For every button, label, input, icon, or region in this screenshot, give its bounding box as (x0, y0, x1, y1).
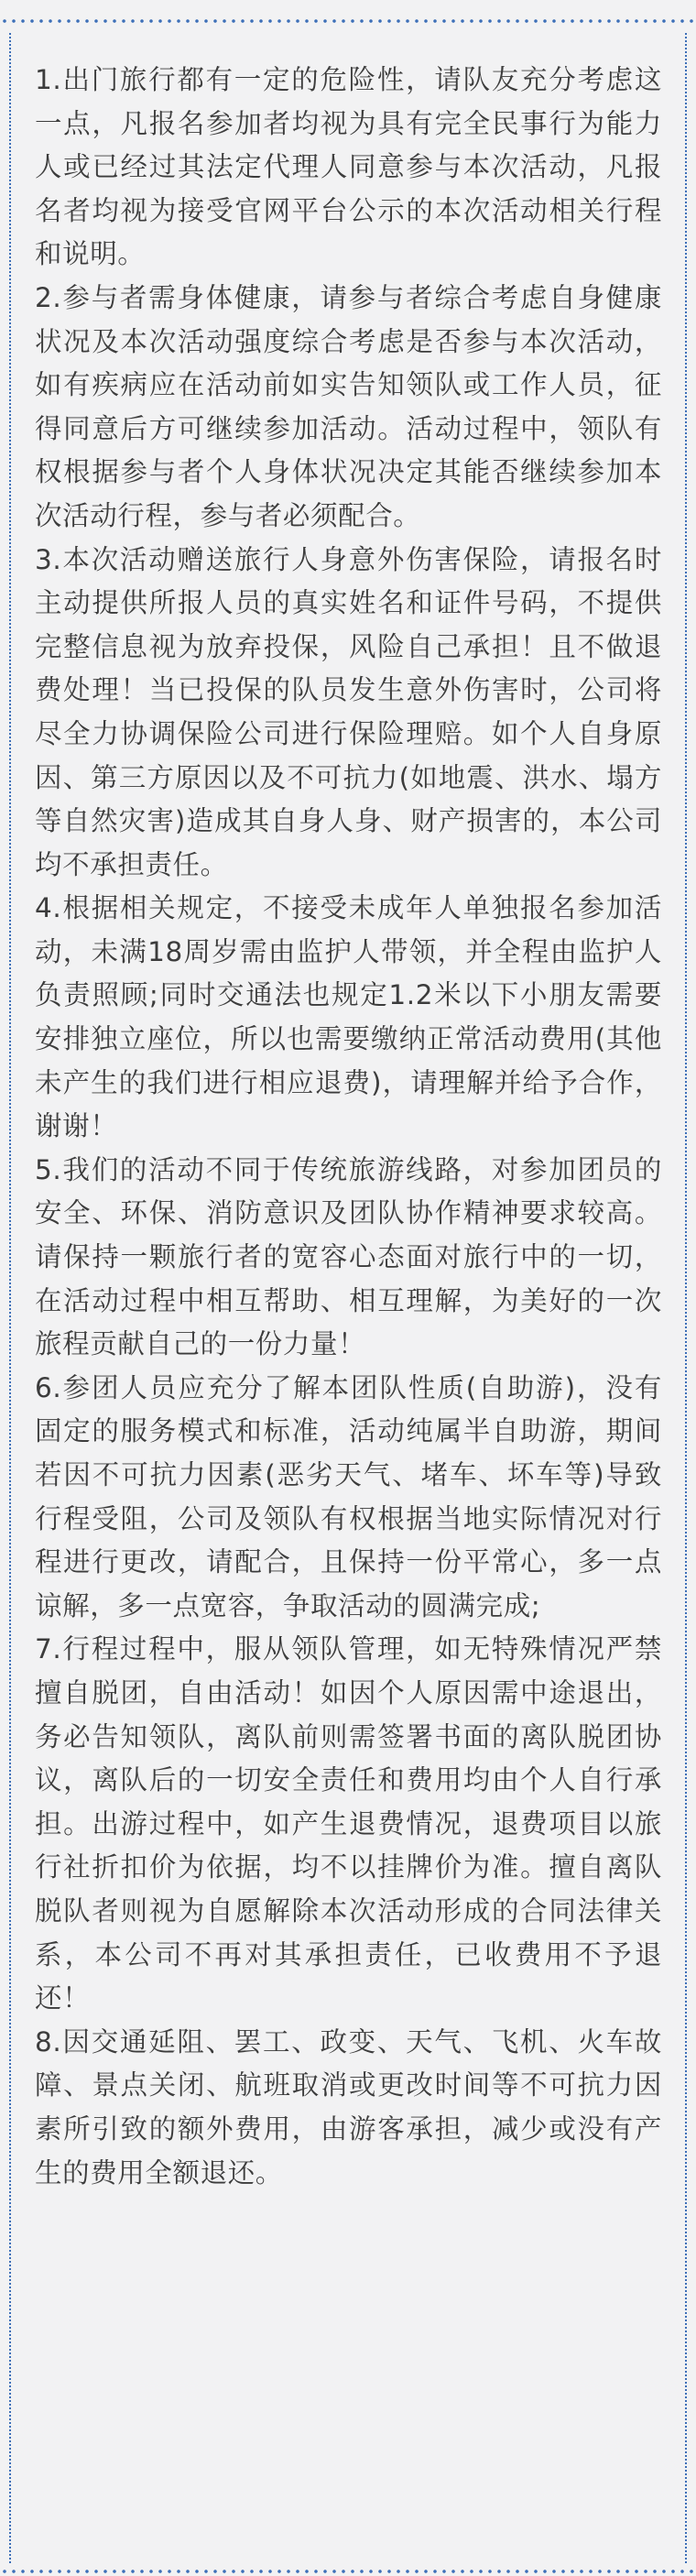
notice-item-5: 5.我们的活动不同于传统旅游线路，对参加团员的安全、环保、消防意识及团队协作精神要求较高。请保持一颗旅行者的宽容心态面对旅行中的一切，在活动过程中相互帮助、相互理解，为美好的一次旅程贡献自己的一份力量！ (35, 1153, 662, 1360)
notice-content (35, 59, 662, 2195)
dotted-border-top (0, 18, 696, 24)
notice-item-7: 7.行程过程中，服从领队管理，如无特殊情况严禁擅自脱团，自由活动！如因个人原因需中途退出，务必告知领队，离队前则需签署书面的离队脱团协议，离队后的一切安全责任和费用均由个人自行承担。出游过程中，如产生退费情况，退费项目以旅行社折扣价为依据，均不以挂牌价为准。擅自离队脱队者则视为自愿解除本次活动形成的合同法律关系，本公司不再对其承担责任，已收费用不予退还！ (35, 1633, 662, 2014)
notice-item-8: 8.因交通延阻、罢工、政变、天气、飞机、火车故障、景点关闭、航班取消或更改时间等不可抗力因素所引致的额外费用，由游客承担，减少或没有产生的费用全额退还。 (35, 2025, 662, 2189)
notice-item-2: 2.参与者需身体健康，请参与者综合考虑自身健康状况及本次活动强度综合考虑是否参与本次活动，如有疾病应在活动前如实告知领队或工作人员，征得同意后方可继续参加活动。活动过程中，领队有权根据参与者个人身体状况决定其能否继续参加本次活动行程，参与者必须配合。 (35, 281, 662, 531)
notice-item-3: 3.本次活动赠送旅行人身意外伤害保险，请报名时主动提供所报人员的真实姓名和证件号码，不提供完整信息视为放弃投保，风险自己承担！且不做退费处理！当已投保的队员发生意外伤害时，公司将尽全力协调保险公司进行保险理赔。如个人自身原因、第三方原因以及不可抗力(如地震、洪水、塌方等自然灾害)造成其自身人身、财产损害的，本公司均不承担责任。 (35, 543, 662, 880)
dotted-border-bottom (0, 2569, 696, 2574)
notice-item-1: 1.出门旅行都有一定的危险性，请队友充分考虑这一点，凡报名参加者均视为具有完全民事行为能力人或已经过其法定代理人同意参与本次活动，凡报名者均视为接受官网平台公示的本次活动相关行程和说明。 (35, 64, 662, 270)
notice-item-4: 4.根据相关规定，不接受未成年人单独报名参加活动，未满18周岁需由监护人带领，并全程由监护人负责照顾;同时交通法也规定1.2米以下小朋友需要安排独立座位，所以也需要缴纳正常活动费用(其他未产生的我们进行相应退费)，请理解并给予合作，谢谢！ (35, 892, 662, 1142)
notice-item-6: 6.参团人员应充分了解本团队性质(自助游)，没有固定的服务模式和标准，活动纯属半自助游，期间若因不可抗力因素(恶劣天气、堵车、坏车等)导致行程受阻，公司及领队有权根据当地实际情况对行程进行更改，请配合，且保持一份平常心，多一点谅解，多一点宽容，争取活动的圆满完成; (35, 1371, 662, 1621)
